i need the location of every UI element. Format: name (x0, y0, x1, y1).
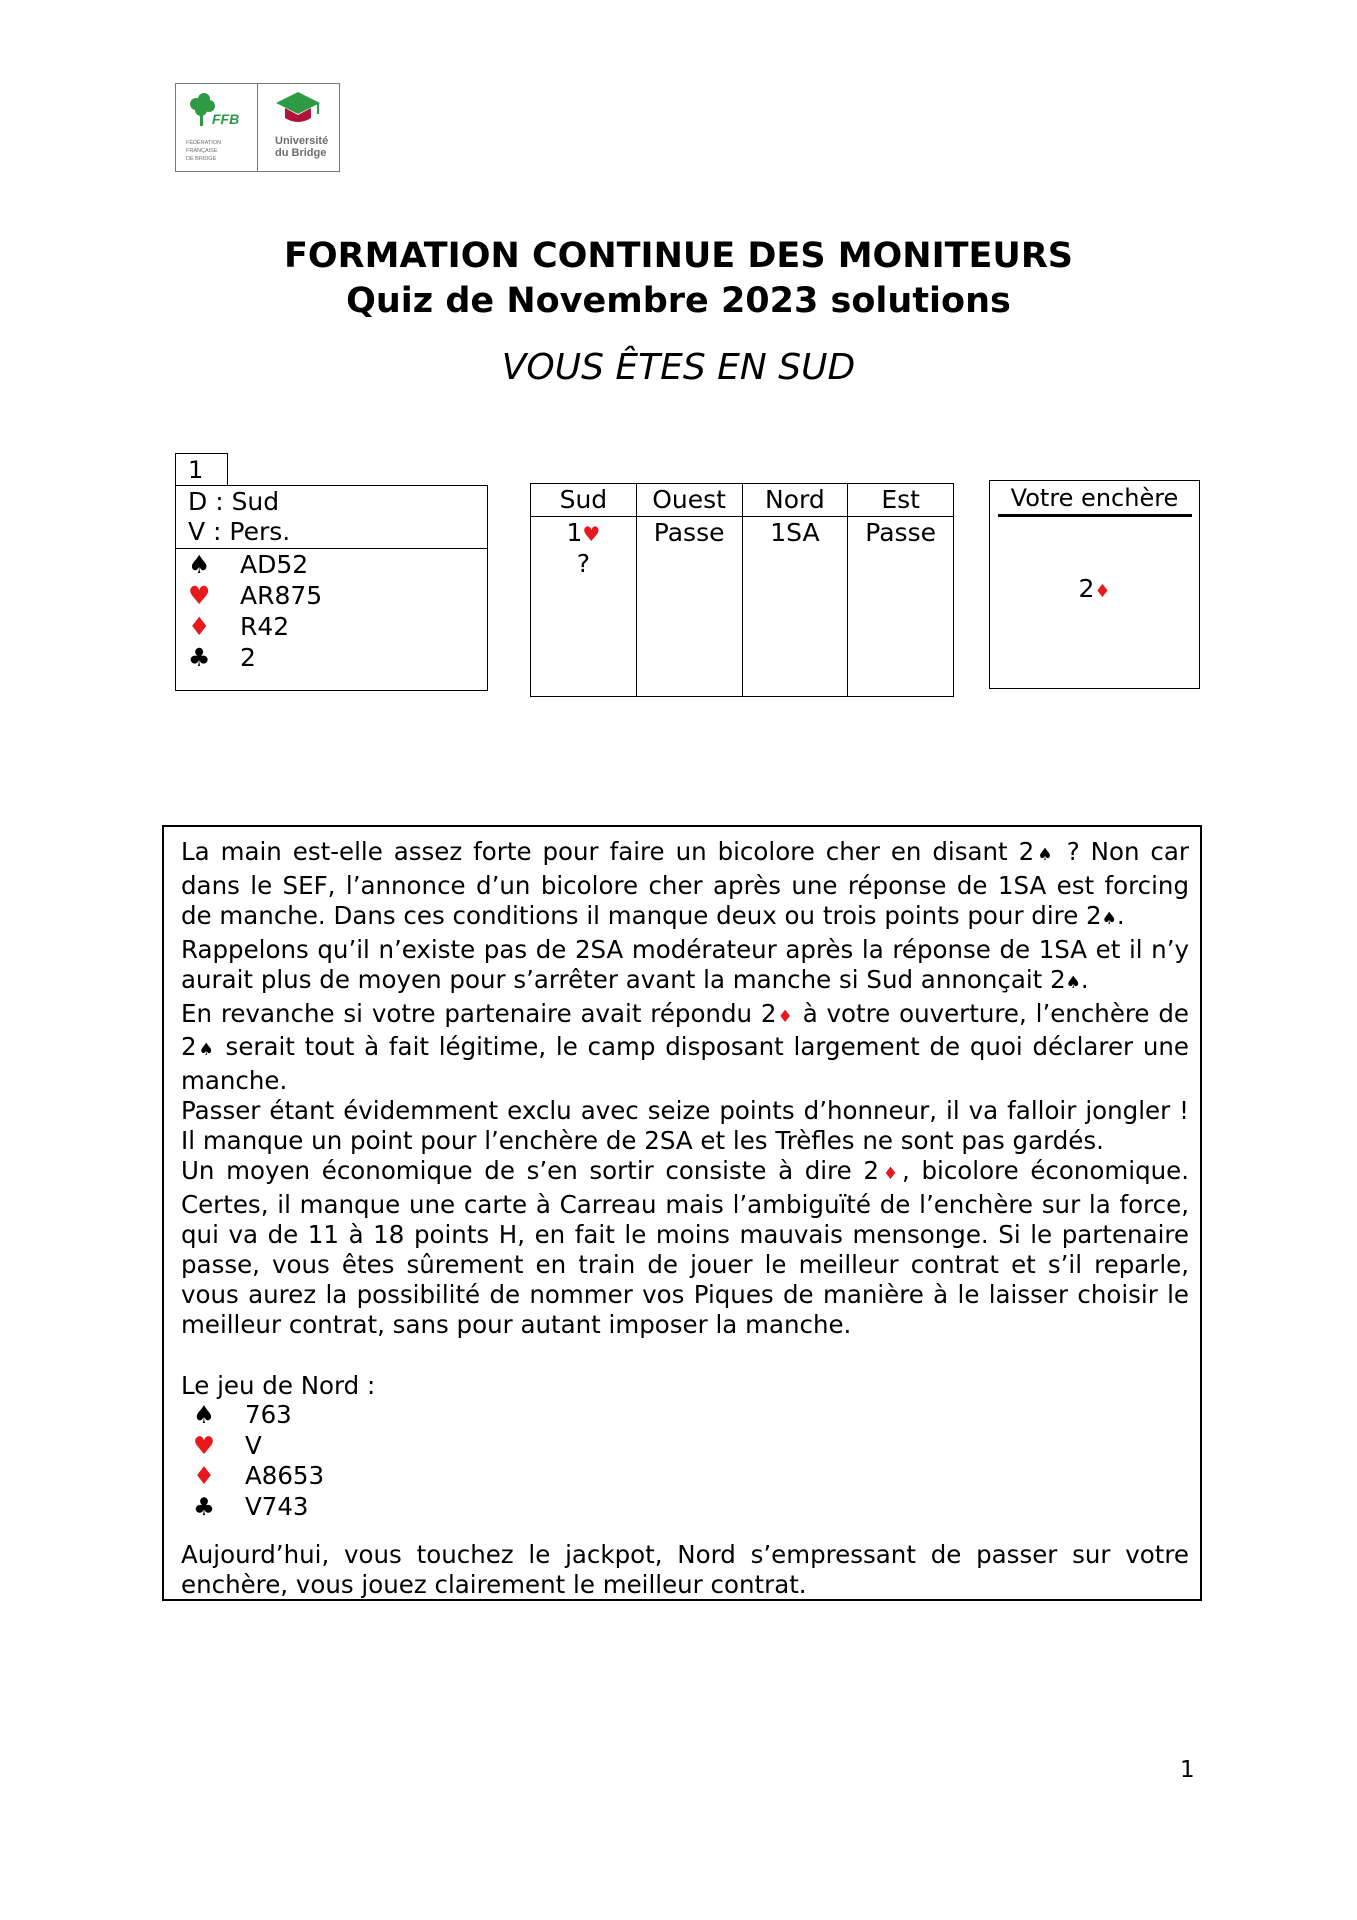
bid-cell: Passe (653, 518, 725, 547)
bid-cell: ? (576, 549, 591, 578)
divider (998, 514, 1192, 517)
svg-text:DE BRIDGE: DE BRIDGE (186, 156, 217, 162)
ffb-clover-icon (176, 84, 257, 170)
bid-cell: 1♥ (566, 518, 601, 547)
svg-text:FFB: FFB (212, 111, 240, 127)
dealer: D : Sud (188, 487, 280, 516)
bidding-header: Sud (531, 484, 636, 517)
south-hand-box (175, 485, 488, 691)
section-heading: VOUS ÊTES EN SUD (501, 347, 856, 388)
spade-icon: ♠ (188, 550, 211, 579)
spade-icon: ♠ (193, 1400, 215, 1430)
graduation-cap-icon (258, 84, 339, 170)
page-title: FORMATION CONTINUE DES MONITEURS (284, 236, 1073, 276)
north-hand-title: Le jeu de Nord : (181, 1370, 376, 1400)
hand-row-diamonds (188, 611, 487, 642)
spade-icon: ♠ (1101, 908, 1117, 929)
diamond-cards: R42 (240, 612, 290, 641)
deal-number: 1 (175, 453, 228, 486)
universite-logo (258, 84, 340, 171)
north-hand (181, 1400, 1189, 1522)
solution-paragraph: En revanche si votre partenaire avait répondu 2♦ à votre ouverture, l’enchère de 2♠ serait tout à fait légitime, le camp disposant largement de quoi déclarer une manche. (181, 998, 1189, 1096)
page-number: 1 (1180, 1757, 1195, 1783)
north-row-spades (181, 1400, 1189, 1431)
north-row-diamonds (181, 1461, 1189, 1492)
solution-paragraph: Un moyen économique de s’en sortir consiste à dire 2♦, bicolore économique. Certes, il manque une carte à Carreau mais l’ambiguïté de l’enchère sur la force, qui va de 11 à 18 points H, en fait le moins mauvais mensonge. Si le partenaire passe, vous êtes sûrement en train de jouer le meilleur contrat et s’il reparle, vous aurez la possibilité de nommer vos Piques de manière à le laisser choisir le meilleur contrat, sans pour autant imposer la manche. (181, 1156, 1190, 1339)
vulnerability: V : Pers. (188, 517, 291, 546)
bid-cell: 1SA (770, 518, 820, 547)
ffb-logo (176, 84, 258, 171)
bidding-col-est (848, 484, 953, 696)
solution-paragraph: Passer étant évidemment exclu avec seize points d’honneur, il va falloir jongler ! Il manque un point pour l’enchère de 2SA et les Trèfles ne sont pas gardés. (181, 1096, 1189, 1156)
diamond-icon: ♦ (193, 1461, 215, 1491)
diamond-icon: ♦ (1094, 581, 1111, 602)
club-icon: ♣ (188, 643, 211, 672)
your-bid-value: 2♦ (1078, 574, 1111, 603)
club-icon: ♣ (193, 1491, 215, 1521)
spade-icon: ♠ (196, 1040, 216, 1061)
hand-row-spades (188, 549, 487, 580)
heart-icon: ♥ (582, 522, 601, 546)
north-heart-cards: V (245, 1430, 262, 1460)
your-bid-label: Votre enchère (1010, 484, 1179, 512)
spade-cards: AD52 (240, 550, 309, 579)
your-bid-box (989, 480, 1200, 689)
conclusion-paragraph: Aujourd’hui, vous touchez le jackpot, Nord s’empressant de passer sur votre enchère, vous jouez clairement le meilleur contrat. (181, 1540, 1189, 1600)
bidding-col-nord (743, 484, 849, 696)
heart-icon: ♥ (193, 1430, 215, 1460)
bidding-header: Nord (743, 484, 848, 517)
svg-text:FÉDÉRATION: FÉDÉRATION (186, 140, 222, 146)
bidding-col-sud (531, 484, 637, 696)
solution-paragraph: La main est-elle assez forte pour faire un bicolore cher en disant 2♠ ? Non car dans le SEF, l’annonce d’un bicolore cher après une réponse de 1SA est forcing de manche. Dans ces conditions il manque deux ou trois points pour dire 2♠. (181, 837, 1189, 930)
club-cards: 2 (240, 643, 256, 672)
solution-paragraph: Rappelons qu’il n’existe pas de 2SA modérateur après la réponse de 1SA et il n’y aurait plus de moyen pour s’arrêter avant la manche si Sud annonçait 2♠. (181, 934, 1189, 994)
bid-cell: Passe (865, 518, 936, 547)
north-row-clubs (181, 1492, 1189, 1523)
north-club-cards: V743 (245, 1491, 309, 1521)
diamond-icon: ♦ (776, 1006, 794, 1027)
bidding-header: Est (848, 484, 953, 517)
svg-text:FRANÇAISE: FRANÇAISE (186, 148, 218, 154)
logo (175, 83, 340, 172)
diamond-icon: ♦ (188, 612, 211, 641)
hand-row-hearts (188, 580, 487, 611)
svg-text:Université: Université (274, 135, 328, 147)
spade-icon: ♠ (1065, 972, 1081, 993)
svg-text:du Bridge: du Bridge (274, 147, 326, 159)
page-subtitle: Quiz de Novembre 2023 solutions (346, 281, 1011, 321)
spade-icon: ♠ (1034, 845, 1056, 865)
solution-box (162, 825, 1202, 1601)
north-diamond-cards: A8653 (245, 1461, 325, 1491)
heart-cards: AR875 (240, 581, 323, 610)
bidding-col-ouest (637, 484, 743, 696)
north-row-hearts (181, 1431, 1189, 1462)
heart-icon: ♥ (188, 581, 211, 610)
bidding-header: Ouest (637, 484, 742, 517)
hand-row-clubs (188, 642, 487, 673)
diamond-icon: ♦ (878, 1164, 902, 1185)
north-spade-cards: 763 (245, 1400, 292, 1430)
bidding-table (530, 483, 954, 697)
